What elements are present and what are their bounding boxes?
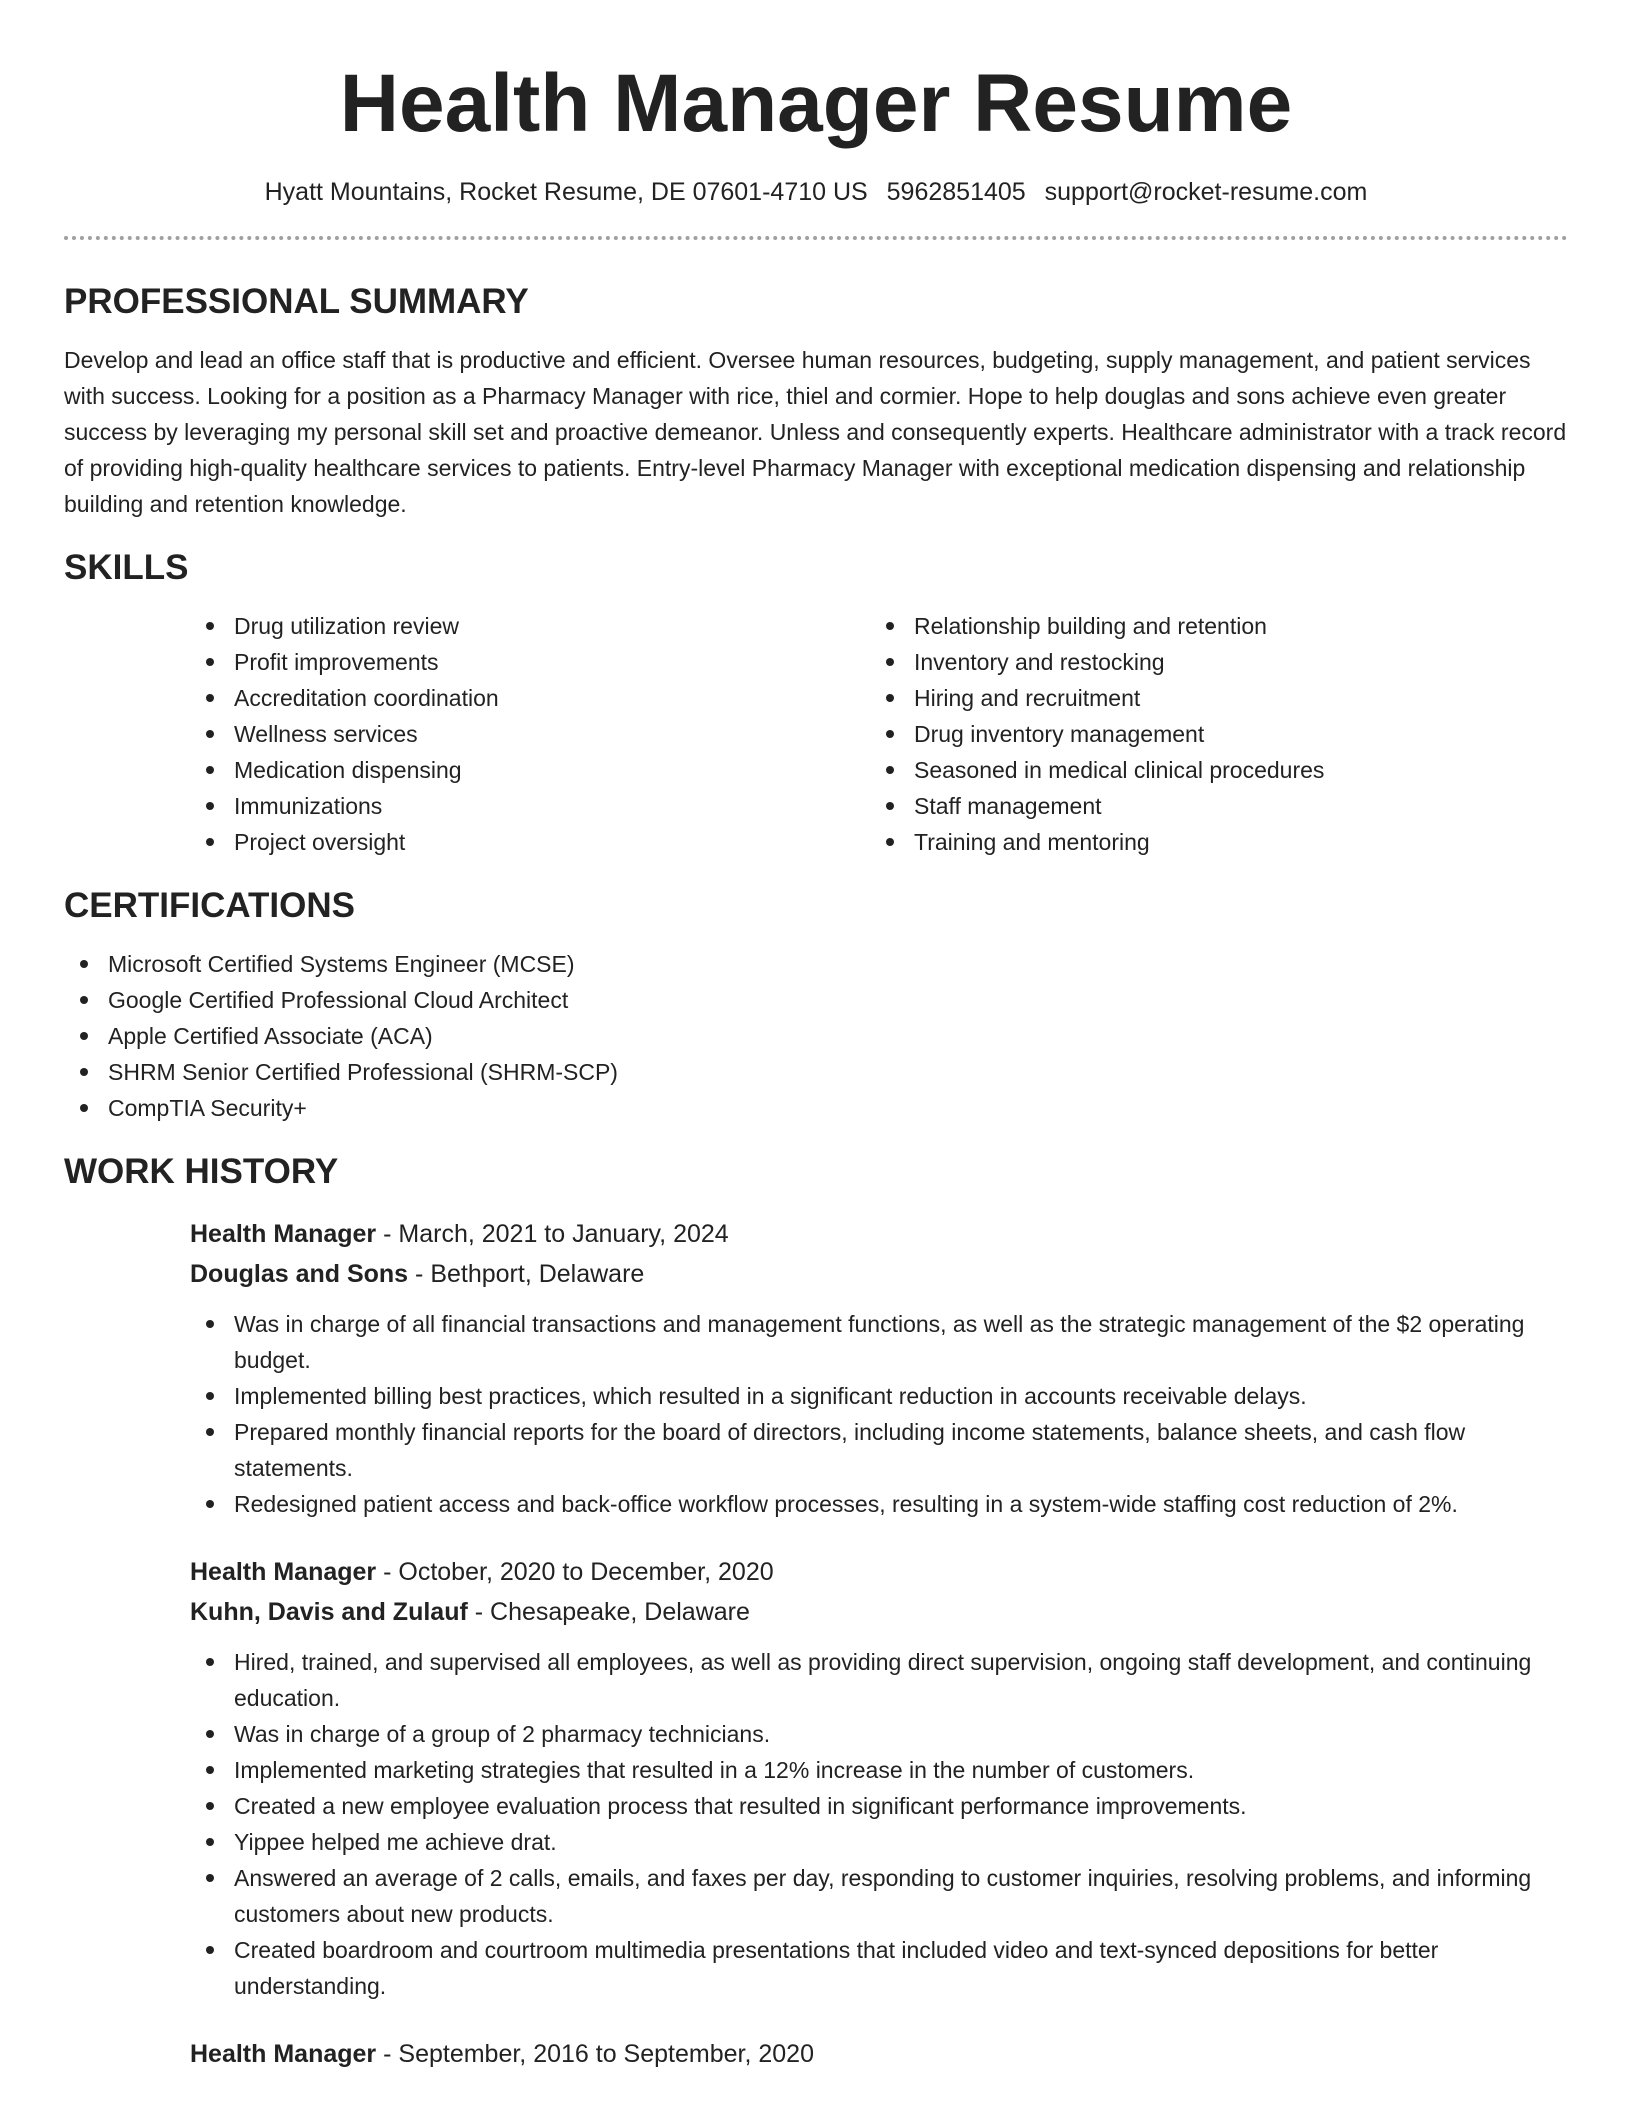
certifications-heading: CERTIFICATIONS	[64, 886, 356, 925]
summary-section	[64, 280, 1568, 522]
skill-item: Hiring and recruitment	[870, 680, 1550, 716]
job-title-line: Health Manager - October, 2020 to December, 2020	[190, 1558, 774, 1586]
contact-phone: 5962851405	[886, 178, 1026, 206]
skill-item: Profit improvements	[190, 644, 870, 680]
certification-item: Google Certified Professional Cloud Architect	[64, 982, 1568, 1018]
job-title: Health Manager	[190, 1220, 377, 1248]
skill-item: Seasoned in medical clinical procedures	[870, 752, 1550, 788]
contact-line	[64, 176, 1568, 208]
skills-list-right	[870, 608, 1550, 860]
job-dates: October, 2020 to December, 2020	[398, 1558, 774, 1586]
job-bullet: Created a new employee evaluation process that resulted in significant performance improvements.	[190, 1788, 1568, 1824]
skill-item: Staff management	[870, 788, 1550, 824]
certifications-section	[64, 884, 1568, 1126]
resume-title: Health Manager Resume	[339, 58, 1293, 149]
skill-item: Wellness services	[190, 716, 870, 752]
job-bullet: Yippee helped me achieve drat.	[190, 1824, 1568, 1860]
certifications-list	[64, 946, 1568, 1126]
job-company: Douglas and Sons	[190, 1260, 409, 1288]
certification-item: CompTIA Security+	[64, 1090, 1568, 1126]
header-divider	[64, 236, 1568, 240]
certification-item: SHRM Senior Certified Professional (SHRM-SCP)	[64, 1054, 1568, 1090]
job-entry	[190, 1552, 1568, 2004]
skill-item: Drug utilization review	[190, 608, 870, 644]
job-title: Health Manager	[190, 1558, 377, 1586]
job-bullets	[190, 1644, 1568, 2004]
skill-item: Training and mentoring	[870, 824, 1550, 860]
job-dates: September, 2016 to September, 2020	[398, 2040, 814, 2068]
job-location: Chesapeake, Delaware	[490, 1598, 750, 1626]
skills-heading: SKILLS	[64, 548, 189, 587]
skill-item: Inventory and restocking	[870, 644, 1550, 680]
job-company-line: Douglas and Sons - Bethport, Delaware	[190, 1260, 645, 1288]
job-bullet: Implemented marketing strategies that resulted in a 12% increase in the number of customers.	[190, 1752, 1568, 1788]
job-bullet: Hired, trained, and supervised all employees, as well as providing direct supervision, ongoing staff development, and continuing education.	[190, 1644, 1568, 1716]
job-bullet: Answered an average of 2 calls, emails, and faxes per day, responding to customer inquiries, resolving problems, and informing customers about new products.	[190, 1860, 1568, 1932]
job-bullet: Implemented billing best practices, which resulted in a significant reduction in accounts receivable delays.	[190, 1378, 1568, 1414]
job-company: Kuhn, Davis and Zulauf	[190, 1598, 468, 1626]
skills-columns	[190, 608, 1568, 860]
job-bullet: Was in charge of a group of 2 pharmacy technicians.	[190, 1716, 1568, 1752]
contact-email: support@rocket-resume.com	[1044, 178, 1368, 206]
job-entry	[190, 1214, 1568, 1522]
skill-item: Accreditation coordination	[190, 680, 870, 716]
job-title-line: Health Manager - September, 2016 to September, 2020	[190, 2040, 814, 2068]
resume-page	[64, 0, 1568, 2096]
job-dates: March, 2021 to January, 2024	[398, 1220, 729, 1248]
work-section	[64, 1150, 1568, 2074]
job-bullet: Redesigned patient access and back-office workflow processes, resulting in a system-wide staffing cost reduction of 2%.	[190, 1486, 1568, 1522]
job-bullet: Created boardroom and courtroom multimedia presentations that included video and text-synced depositions for better understanding.	[190, 1932, 1568, 2004]
job-bullet: Prepared monthly financial reports for the board of directors, including income statements, balance sheets, and cash flow statements.	[190, 1414, 1568, 1486]
skill-item: Medication dispensing	[190, 752, 870, 788]
job-title: Health Manager	[190, 2040, 377, 2068]
summary-heading: PROFESSIONAL SUMMARY	[64, 282, 529, 321]
job-company-line: Kuhn, Davis and Zulauf - Chesapeake, Delaware	[190, 1598, 750, 1626]
job-bullets	[190, 1306, 1568, 1522]
job-entry	[190, 2034, 1568, 2074]
certification-item: Apple Certified Associate (ACA)	[64, 1018, 1568, 1054]
skill-item: Drug inventory management	[870, 716, 1550, 752]
job-title-line: Health Manager - March, 2021 to January, 2024	[190, 1220, 729, 1248]
skill-item: Immunizations	[190, 788, 870, 824]
summary-text: Develop and lead an office staff that is productive and efficient. Oversee human resources, budgeting, supply management, and patient services with success. Looking for a position as a Pharmacy Manager with rice, thiel and cormier. Hope to help douglas and sons achieve even greater success by leveraging my personal skill set and proactive demeanor. Unless and consequently experts. Healthcare administrator with a track record of providing high-quality healthcare services to patients. Entry-level Pharmacy Manager with exceptional medication dispensing and relationship building and retention knowledge.	[64, 347, 1567, 517]
certification-item: Microsoft Certified Systems Engineer (MCSE)	[64, 946, 1568, 982]
skills-section	[64, 546, 1568, 860]
contact-address: Hyatt Mountains, Rocket Resume, DE 07601-4710 US	[264, 178, 868, 206]
job-bullet: Was in charge of all financial transactions and management functions, as well as the strategic management of the $2 operating budget.	[190, 1306, 1568, 1378]
skill-item: Relationship building and retention	[870, 608, 1550, 644]
job-location: Bethport, Delaware	[430, 1260, 645, 1288]
skills-list-left	[190, 608, 870, 860]
skill-item: Project oversight	[190, 824, 870, 860]
work-heading: WORK HISTORY	[64, 1152, 339, 1191]
